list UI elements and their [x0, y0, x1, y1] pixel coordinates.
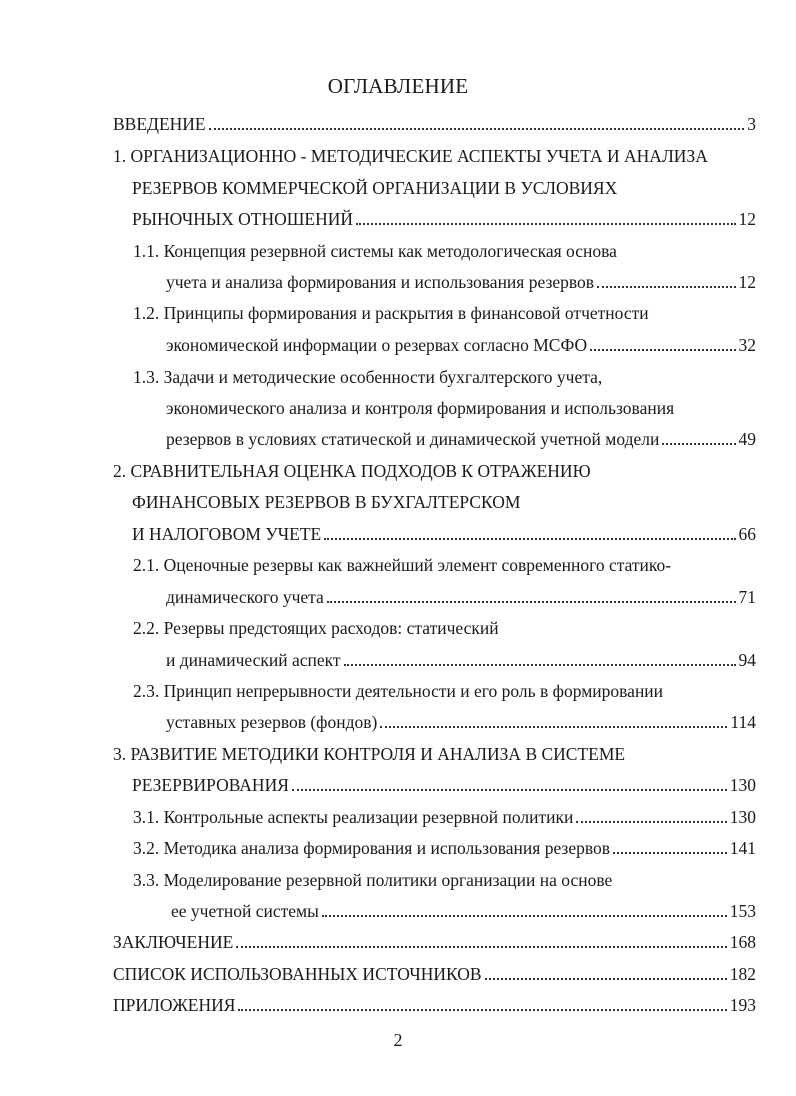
- dot-leader: [485, 977, 727, 980]
- toc-page-number: 66: [738, 524, 756, 544]
- dot-leader: [590, 348, 735, 351]
- toc-page-number: 12: [738, 272, 756, 292]
- toc-page-number: 130: [729, 775, 756, 795]
- toc-entry-text: 2. СРАВНИТЕЛЬНАЯ ОЦЕНКА ПОДХОДОВ К ОТРАЖЕНИЮ: [113, 461, 591, 481]
- toc-entry-text: и динамический аспект: [166, 650, 341, 670]
- toc-entry[interactable]: [166, 334, 756, 356]
- toc-entry[interactable]: [133, 302, 649, 324]
- toc-page-number: 94: [738, 650, 756, 670]
- toc-entry-text: РЫНОЧНЫХ ОТНОШЕНИЙ: [132, 209, 353, 229]
- page-title: ОГЛАВЛЕНИЕ: [327, 74, 469, 98]
- toc-entry-text: экономического анализа и контроля формирования и использования: [166, 398, 675, 418]
- toc-entry-text: экономической информации о резервах согласно МСФО: [166, 335, 588, 355]
- dot-leader: [613, 851, 727, 854]
- toc-entry[interactable]: [132, 208, 756, 230]
- toc-entry-text: РЕЗЕРВОВ КОММЕРЧЕСКОЙ ОРГАНИЗАЦИИ В УСЛОВИЯХ: [132, 178, 618, 198]
- toc-entry-text: И НАЛОГОВОМ УЧЕТЕ: [132, 524, 322, 544]
- dot-leader: [380, 725, 727, 728]
- toc-entry-text: 3. РАЗВИТИЕ МЕТОДИКИ КОНТРОЛЯ И АНАЛИЗА В СИСТЕМЕ: [113, 744, 626, 764]
- toc-entry-text: динамического учета: [166, 587, 324, 607]
- toc-entry[interactable]: [133, 366, 602, 388]
- dot-leader: [236, 945, 726, 948]
- toc-entry-text: ВВЕДЕНИЕ: [113, 114, 206, 134]
- dot-leader: [324, 537, 735, 540]
- toc-entry-text: учета и анализа формирования и использования резервов: [166, 272, 595, 292]
- toc-page-number: 49: [738, 429, 756, 449]
- toc-page-number: 193: [729, 995, 756, 1015]
- toc-entry[interactable]: [113, 931, 756, 953]
- toc-page-number: 130: [729, 807, 756, 827]
- toc-entry[interactable]: [133, 554, 671, 576]
- toc-entry-text: 1. ОРГАНИЗАЦИОННО - МЕТОДИЧЕСКИЕ АСПЕКТЫ УЧЕТА И АНАЛИЗА: [113, 146, 708, 166]
- toc-entry-text: 2.1. Оценочные резервы как важнейший элемент современного статико-: [133, 555, 672, 575]
- toc-entry-text: РЕЗЕРВИРОВАНИЯ: [132, 775, 289, 795]
- toc-entry-text: 3.1. Контрольные аспекты реализации резервной политики: [133, 807, 574, 827]
- dot-leader: [576, 820, 726, 823]
- toc-entry-text: 1.1. Концепция резервной системы как методологическая основа: [133, 241, 617, 261]
- toc-entry[interactable]: [113, 113, 756, 135]
- toc-page-number: 182: [729, 964, 756, 984]
- toc-entry-text: 3.3. Моделирование резервной политики организации на основе: [133, 870, 613, 890]
- toc-entry[interactable]: [166, 271, 756, 293]
- dot-leader: [356, 222, 736, 225]
- dot-leader: [209, 127, 745, 130]
- toc-entry[interactable]: [132, 177, 617, 199]
- toc-entry[interactable]: [113, 460, 591, 482]
- dot-leader: [322, 914, 727, 917]
- toc-entry[interactable]: [132, 523, 756, 545]
- dot-leader: [292, 788, 727, 791]
- toc-entry[interactable]: [113, 994, 756, 1016]
- toc-page-number: 71: [738, 587, 756, 607]
- dot-leader: [344, 663, 736, 666]
- toc-entry-text: 3.2. Методика анализа формирования и использования резервов: [133, 838, 611, 858]
- toc-page-number: 3: [747, 114, 756, 134]
- toc-entry[interactable]: [166, 649, 756, 671]
- toc-entry-text: 1.2. Принципы формирования и раскрытия в финансовой отчетности: [133, 303, 649, 323]
- toc-entry[interactable]: [132, 491, 520, 513]
- dot-leader: [238, 1008, 726, 1011]
- toc-entry[interactable]: [113, 145, 708, 167]
- toc-entry[interactable]: [113, 743, 625, 765]
- toc-entry[interactable]: [166, 428, 756, 450]
- dot-leader: [662, 442, 735, 445]
- toc-entry-text: уставных резервов (фондов): [166, 712, 378, 732]
- toc-entry[interactable]: [132, 774, 756, 796]
- toc-page-number: 141: [729, 838, 756, 858]
- dot-leader: [327, 600, 736, 603]
- toc-entry-text: ФИНАНСОВЫХ РЕЗЕРВОВ В БУХГАЛТЕРСКОМ: [132, 492, 521, 512]
- toc-page-number: 168: [729, 932, 756, 952]
- toc-entry-text: СПИСОК ИСПОЛЬЗОВАННЫХ ИСТОЧНИКОВ: [113, 964, 482, 984]
- toc-entry[interactable]: [133, 680, 663, 702]
- toc-entry[interactable]: [133, 240, 617, 262]
- toc-entry[interactable]: [166, 586, 756, 608]
- toc-entry-text: ПРИЛОЖЕНИЯ: [113, 995, 236, 1015]
- toc-entry[interactable]: [113, 963, 756, 985]
- toc-entry-text: ее учетной системы: [171, 901, 319, 921]
- page-number: 2: [393, 1030, 403, 1050]
- toc-entry-text: 2.2. Резервы предстоящих расходов: статический: [133, 618, 499, 638]
- toc-page-number: 114: [730, 712, 756, 732]
- toc-entry-text: 2.3. Принцип непрерывности деятельности и его роль в формировании: [133, 681, 664, 701]
- toc-entry-text: ЗАКЛЮЧЕНИЕ: [113, 932, 234, 952]
- toc-entry[interactable]: [133, 617, 499, 639]
- toc-entry[interactable]: [166, 711, 756, 733]
- toc-entry[interactable]: [171, 900, 756, 922]
- toc-page-number: 12: [738, 209, 756, 229]
- toc-page-number: 32: [738, 335, 756, 355]
- toc-entry-text: резервов в условиях статической и динамической учетной модели: [166, 429, 660, 449]
- toc-entry[interactable]: [133, 806, 756, 828]
- toc-entry[interactable]: [133, 869, 612, 891]
- toc-entry[interactable]: [133, 837, 756, 859]
- dot-leader: [597, 285, 735, 288]
- toc-page-number: 153: [729, 901, 756, 921]
- toc-entry[interactable]: [166, 397, 674, 419]
- toc-entry-text: 1.3. Задачи и методические особенности бухгалтерского учета,: [133, 367, 603, 387]
